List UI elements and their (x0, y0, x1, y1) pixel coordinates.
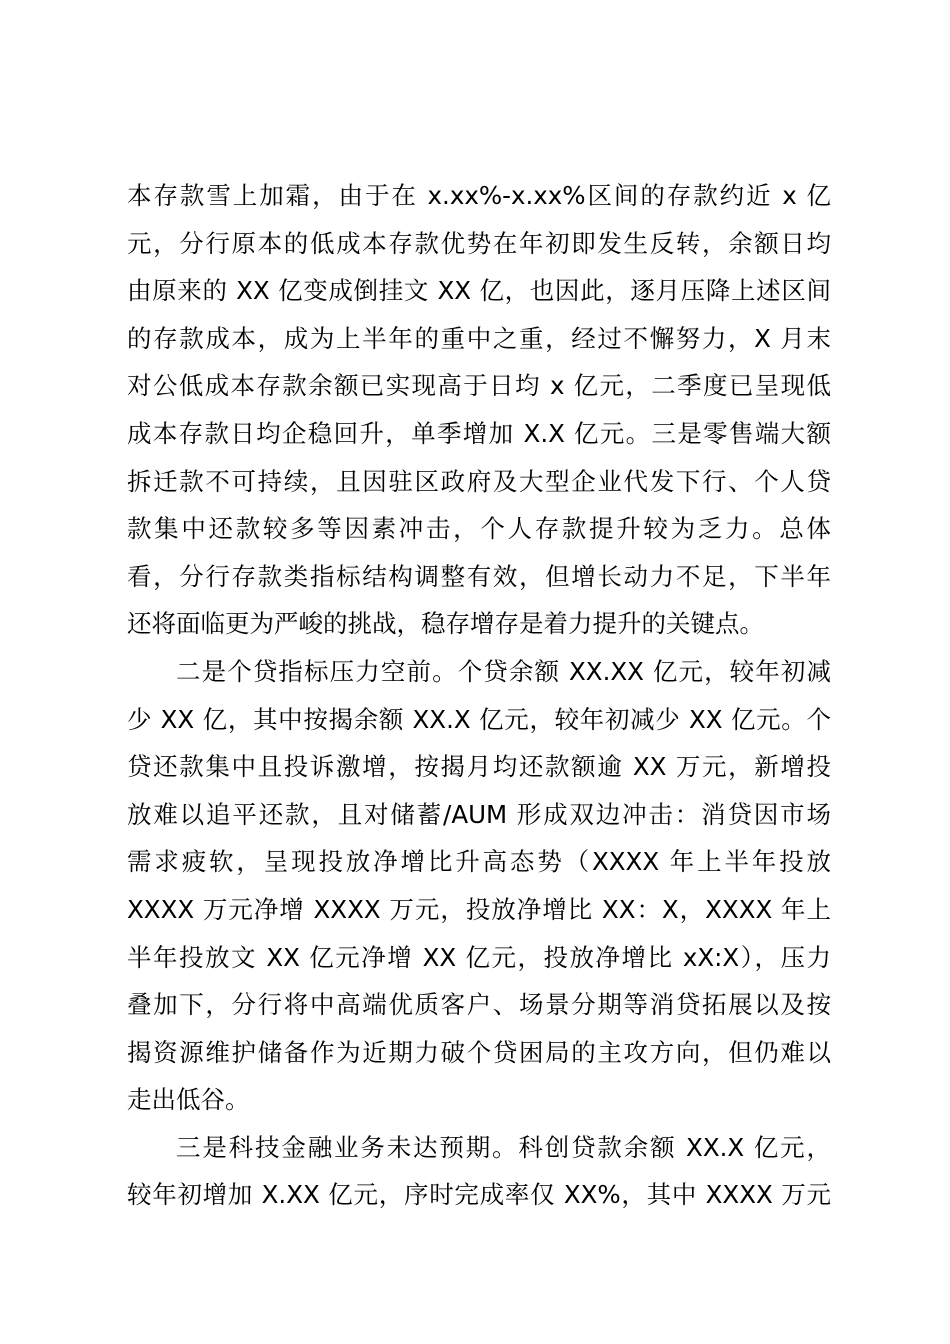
text-line: 的存款成本，成为上半年的重中之重，经过不懈努力，X 月末 (127, 323, 831, 353)
text-line: 二是个贷指标压力空前。个贷余额 XX.XX 亿元，较年初减 (176, 656, 831, 686)
paragraph-tech-finance (127, 1124, 831, 1219)
text-line: 元，分行原本的低成本存款优势在年初即发生反转，余额日均 (127, 228, 831, 258)
text-line: 本存款雪上加霜，由于在 x.xx%-x.xx%区间的存款约近 x 亿 (127, 181, 831, 210)
text-line: XXXX 万元净增 XXXX 万元，投放净增比 XX：X，XXXX 年上 (127, 894, 831, 924)
text-line: 看，分行存款类指标结构调整有效，但增长动力不足，下半年 (127, 561, 831, 591)
document-body (127, 172, 831, 1219)
text-line: 由原来的 XX 亿变成倒挂文 XX 亿，也因此，逐月压降上述区间 (127, 276, 831, 306)
text-line: 贷还款集中且投诉激增，按揭月均还款额逾 XX 万元，新增投 (127, 752, 831, 782)
text-line: 需求疲软，呈现投放净增比升高态势（XXXX 年上半年投放 (127, 847, 831, 877)
text-line: 三是科技金融业务未达预期。科创贷款余额 XX.X 亿元， (176, 1132, 831, 1162)
text-line: 还将面临更为严峻的挑战，稳存增存是着力提升的关键点。 (127, 609, 764, 639)
text-line: 成本存款日均企稳回升，单季增加 X.X 亿元。三是零售端大额 (127, 418, 831, 448)
text-line: 揭资源维护储备作为近期力破个贷困局的主攻方向，但仍难以 (127, 1037, 831, 1067)
text-line: 半年投放文 XX 亿元净增 XX 亿元，投放净增比 xX:X），压力 (127, 942, 831, 972)
text-line: 走出低谷。 (127, 1085, 250, 1115)
paragraph-personal-loans (127, 648, 831, 1124)
text-line: 对公低成本存款余额已实现高于日均 x 亿元，二季度已呈现低 (127, 371, 831, 401)
text-line: 款集中还款较多等因素冲击，个人存款提升较为乏力。总体 (127, 514, 831, 544)
text-line: 拆迁款不可持续，且因驻区政府及大型企业代发下行、个人贷 (127, 466, 831, 496)
text-line: 叠加下，分行将中高端优质客户、场景分期等消贷拓展以及按 (127, 990, 831, 1020)
text-line: 放难以追平还款，且对储蓄/AUM 形成双边冲击：消贷因市场 (127, 799, 831, 829)
text-line: 较年初增加 X.XX 亿元，序时完成率仅 XX%，其中 XXXX 万元 (127, 1180, 831, 1210)
text-line: 少 XX 亿，其中按揭余额 XX.X 亿元，较年初减少 XX 亿元。个 (127, 704, 831, 734)
paragraph-deposits (127, 172, 831, 648)
